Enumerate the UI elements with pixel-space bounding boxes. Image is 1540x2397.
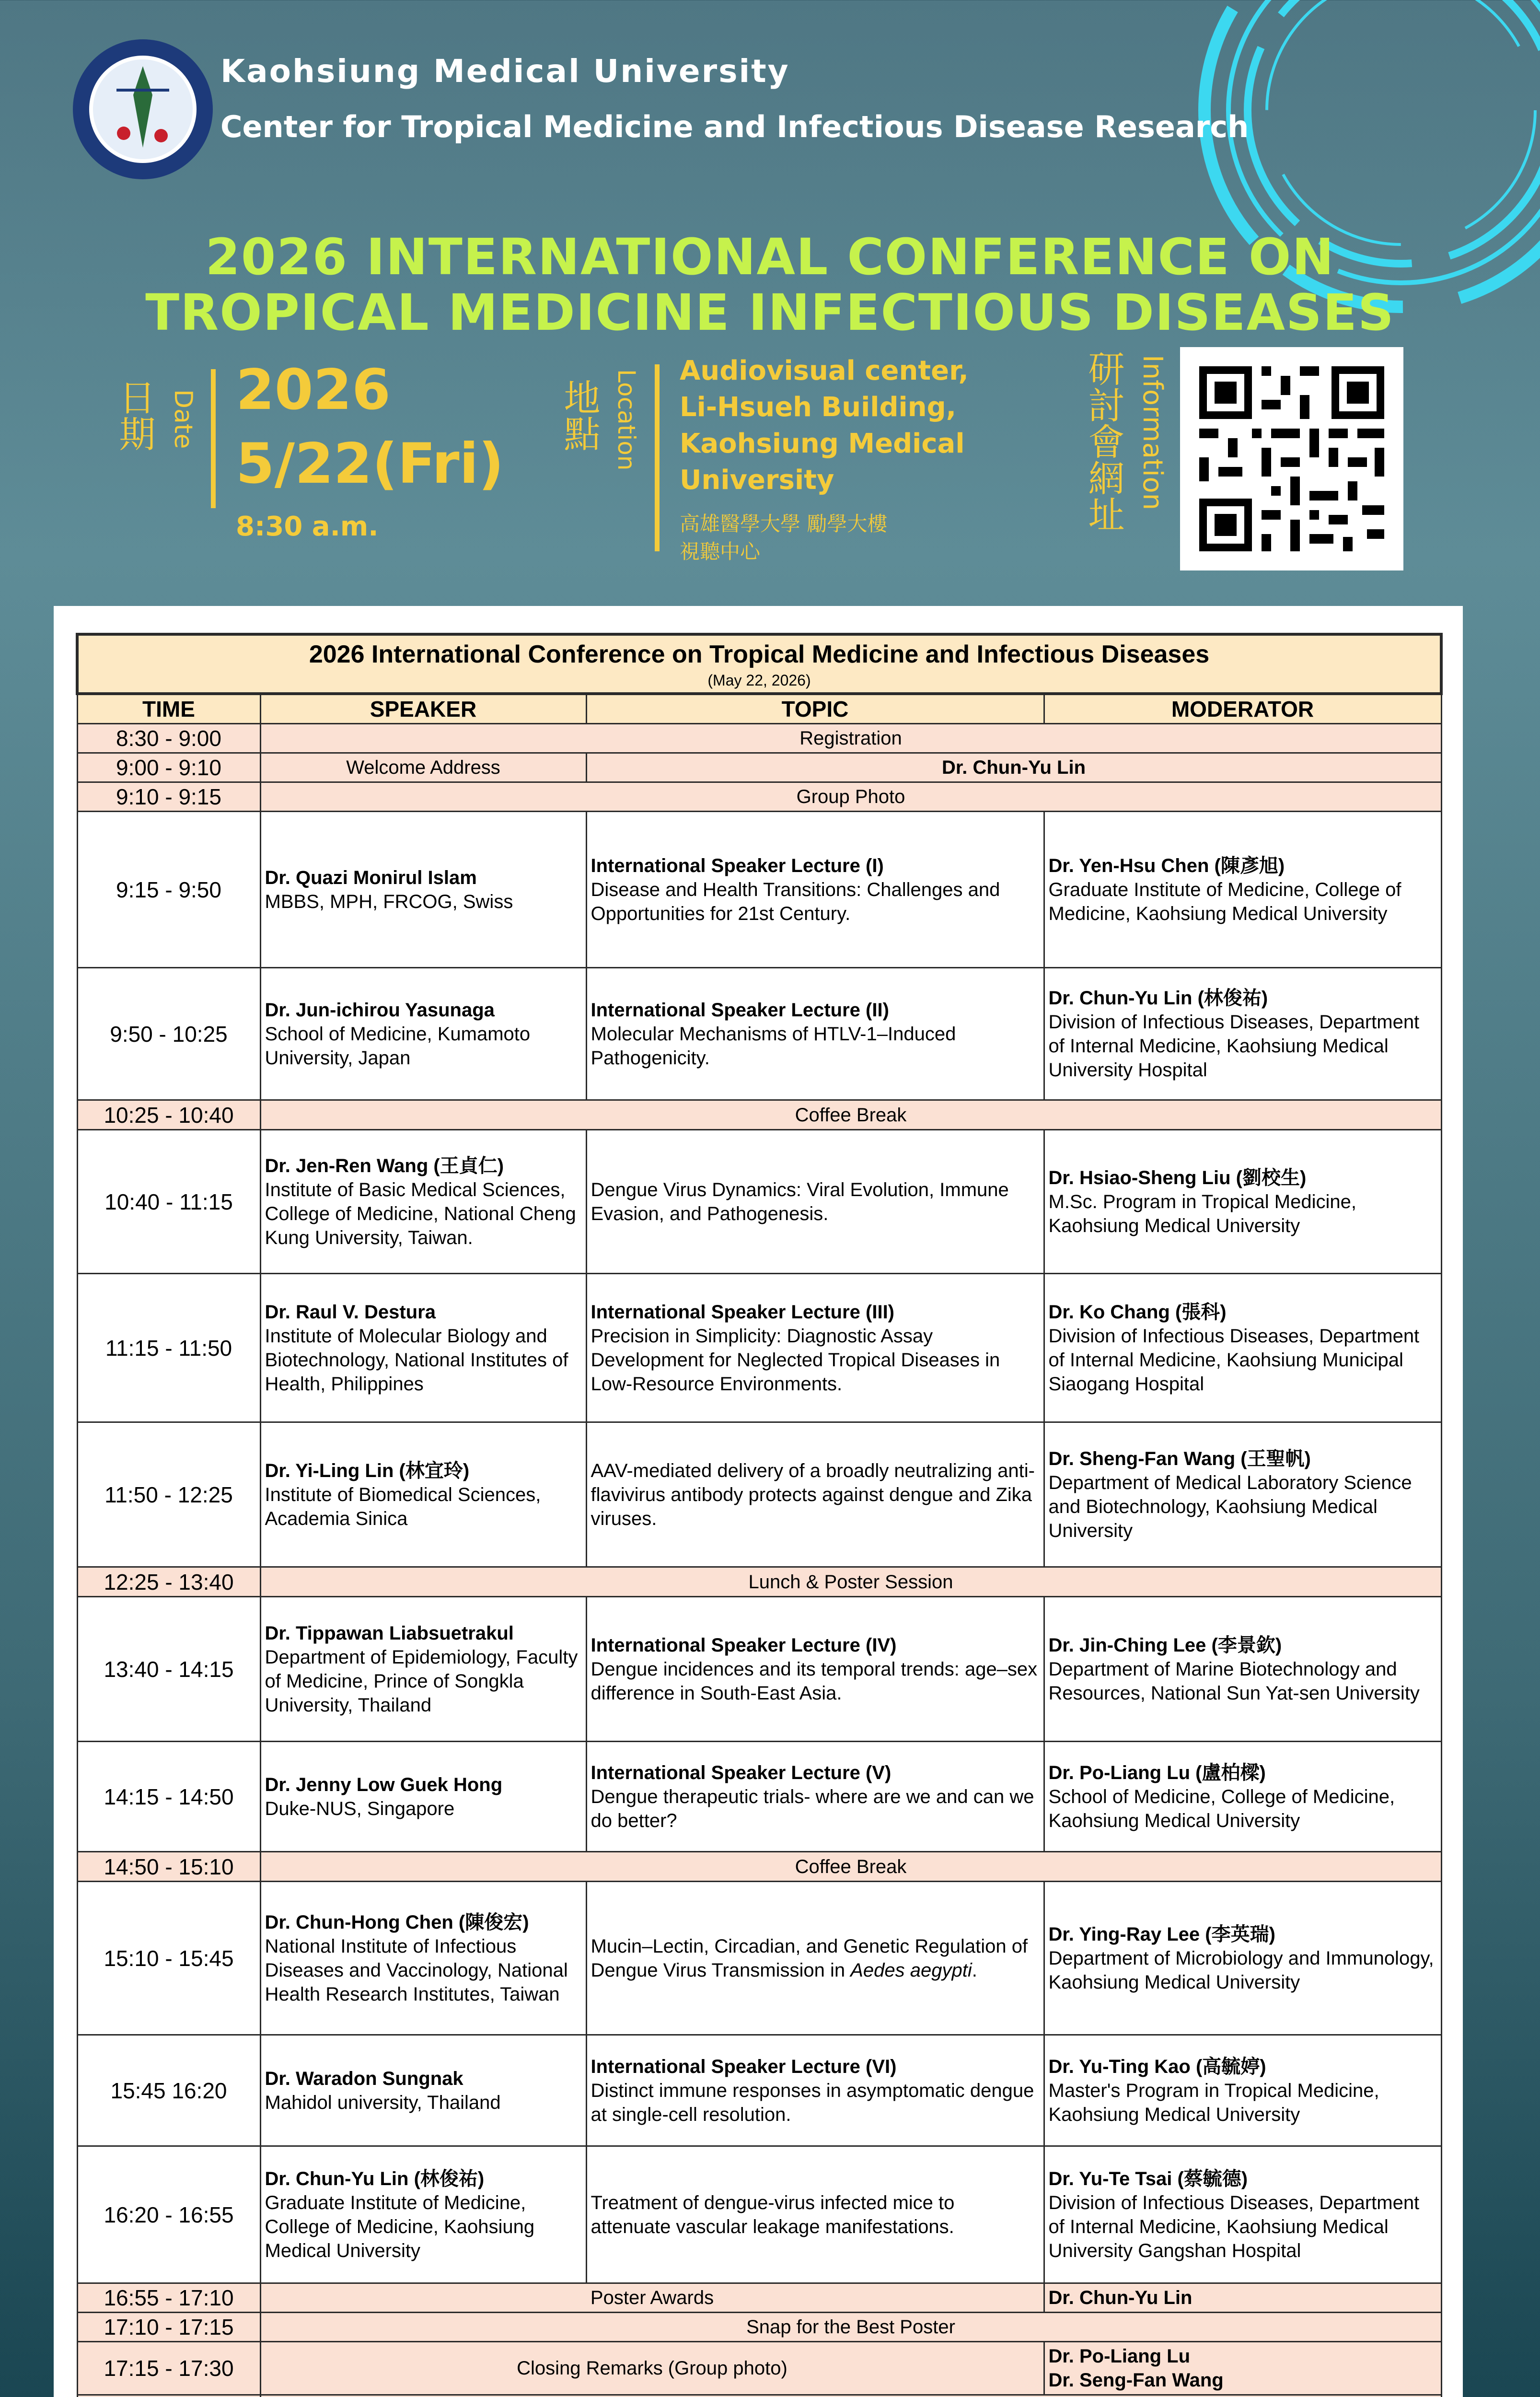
moderator-cell — [1044, 1882, 1441, 2035]
topic-text: Dengue incidences and its temporal trends: age–sex difference in South-East Asia. — [591, 1658, 1038, 1704]
time-cell: 17:15 - 17:30 — [77, 2342, 260, 2395]
speaker-cell — [260, 2035, 586, 2146]
moderator-affiliation: Division of Infectious Diseases, Department of Internal Medicine, Kaohsiung Medical University Gangshan Hospital — [1048, 2192, 1420, 2261]
table-row — [77, 1567, 1441, 1597]
speaker-name: Dr. Tippawan Liabsuetrakul — [265, 1622, 514, 1644]
moderator-cell — [1044, 968, 1441, 1100]
location-label-zh: 地點 — [558, 379, 601, 452]
location-address — [680, 353, 1025, 499]
moderator-cell: Dr. Chun-Yu Lin — [1044, 2283, 1441, 2313]
topic-italic: Aedes aegypti — [850, 1959, 972, 1981]
topic-heading: International Speaker Lecture (III) — [591, 1301, 894, 1323]
topic-cell — [586, 1882, 1044, 2035]
time-cell: 11:15 - 11:50 — [77, 1274, 260, 1422]
moderator-affiliation: M.Sc. Program in Tropical Medicine, Kaohsiung Medical University — [1048, 1191, 1356, 1236]
speaker-name: Dr. Chun-Yu Lin (林俊祐) — [265, 2168, 485, 2189]
speaker-cell — [260, 1742, 586, 1852]
time-cell: 12:25 - 13:40 — [77, 1567, 260, 1597]
topic-text: Disease and Health Transitions: Challenges and Opportunities for 21st Century. — [591, 879, 1000, 924]
moderator-cell — [1044, 812, 1441, 968]
moderator-name: Dr. Po-Liang Lu — [1048, 2346, 1191, 2367]
time-cell: 8:30 - 9:00 — [77, 724, 260, 753]
time-cell: 9:00 - 9:10 — [77, 753, 260, 782]
speaker-name: Dr. Waradon Sungnak — [265, 2068, 463, 2089]
speaker-cell — [260, 812, 586, 968]
schedule-table — [76, 633, 1443, 2397]
topic-text: AAV-mediated delivery of a broadly neutralizing anti-flavivirus antibody protects against dengue and Zika viruses. — [591, 1460, 1035, 1529]
topic-cell — [586, 1597, 1044, 1742]
session-cell: Poster Awards — [260, 2283, 1044, 2313]
session-cell — [260, 2395, 1441, 2397]
speaker-affiliation: National Institute of Infectious Diseases and Vaccinology, National Health Research Institutes, Taiwan — [265, 1935, 568, 2005]
location-address-zh — [680, 510, 948, 566]
schedule-subtitle: (May 22, 2026) — [707, 672, 811, 689]
table-header-row — [77, 694, 1441, 724]
topic-end: . — [972, 1959, 977, 1981]
speaker-cell — [260, 1882, 586, 2035]
topic-cell — [586, 1274, 1044, 1422]
speaker-cell — [260, 1274, 586, 1422]
date-label-en: Date — [169, 389, 197, 449]
moderator-cell — [1044, 2342, 1441, 2395]
time-cell: 9:10 - 9:15 — [77, 782, 260, 812]
speaker-name: Dr. Raul V. Destura — [265, 1301, 436, 1323]
speaker-cell — [260, 2146, 586, 2283]
location-zh-line: 視聽中心 — [680, 540, 761, 563]
speaker-name: Dr. Jenny Low Guek Hong — [265, 1774, 503, 1795]
speaker-cell — [260, 1597, 586, 1742]
topic-text: Treatment of dengue-virus infected mice to attenuate vascular leakage manifestations. — [591, 2192, 955, 2237]
topic-cell — [586, 1130, 1044, 1274]
moderator-cell — [1044, 2146, 1441, 2283]
table-row — [77, 2342, 1441, 2395]
topic-cell — [586, 812, 1044, 968]
topic-text: Mucin–Lectin, Circadian, and Genetic Regulation of Dengue Virus Transmission in — [591, 1935, 1028, 1981]
speaker-name: Dr. Jun-ichirou Yasunaga — [265, 999, 495, 1021]
session-cell: Coffee Break — [260, 1100, 1441, 1130]
topic-heading: International Speaker Lecture (VI) — [591, 2056, 897, 2077]
table-row — [77, 968, 1441, 1100]
date-label-zh: 日期 — [113, 379, 156, 452]
table-row — [77, 724, 1441, 753]
speaker-cell — [260, 968, 586, 1100]
speaker-cell — [260, 1422, 586, 1567]
time-cell: 14:50 - 15:10 — [77, 1852, 260, 1882]
session-cell: Group Photo — [260, 782, 1441, 812]
university-name: Kaohsiung Medical University — [220, 53, 790, 90]
table-row — [77, 2283, 1441, 2313]
moderator-name: Dr. Yu-Te Tsai (蔡毓德) — [1048, 2168, 1248, 2189]
divider — [655, 364, 660, 551]
speaker-cell: Welcome Address — [260, 753, 586, 782]
time-cell: 14:15 - 14:50 — [77, 1742, 260, 1852]
location-line: University — [680, 465, 834, 496]
column-header-topic: TOPIC — [586, 694, 1044, 724]
topic-text: Molecular Mechanisms of HTLV-1–Induced Pathogenicity. — [591, 1023, 956, 1069]
time-cell: 16:20 - 16:55 — [77, 2146, 260, 2283]
moderator-cell: Dr. Chun-Yu Lin — [586, 753, 1441, 782]
table-row — [77, 1422, 1441, 1567]
table-row — [77, 2035, 1441, 2146]
time-cell: 13:40 - 14:15 — [77, 1597, 260, 1742]
schedule-title: 2026 International Conference on Tropical Medicine and Infectious Diseases — [309, 640, 1210, 668]
time-cell: 9:50 - 10:25 — [77, 968, 260, 1100]
topic-cell — [586, 2146, 1044, 2283]
moderator-affiliation: Master's Program in Tropical Medicine, Kaohsiung Medical University — [1048, 2080, 1379, 2125]
column-header-speaker: SPEAKER — [260, 694, 586, 724]
topic-heading: International Speaker Lecture (IV) — [591, 1634, 897, 1656]
date-time: 8:30 a.m. — [236, 511, 379, 542]
moderator-cell — [1044, 1130, 1441, 1274]
moderator-cell — [1044, 2035, 1441, 2146]
moderator-cell — [1044, 1422, 1441, 1567]
moderator-name: Dr. Ying-Ray Lee (李英瑞) — [1048, 1923, 1275, 1945]
time-cell: 15:10 - 15:45 — [77, 1882, 260, 2035]
moderator-name: Dr. Jin-Ching Lee (李景欽) — [1048, 1634, 1282, 1656]
time-cell: 9:15 - 9:50 — [77, 812, 260, 968]
schedule-title-cell — [77, 634, 1441, 694]
date-day: 5/22(Fri) — [236, 431, 504, 496]
divider — [211, 369, 216, 508]
speaker-affiliation: Department of Epidemiology, Faculty of Medicine, Prince of Songkla University, Thailand — [265, 1646, 578, 1716]
session-cell: Closing Remarks (Group photo) — [260, 2342, 1044, 2395]
moderator-affiliation: Department of Medical Laboratory Science and Biotechnology, Kaohsiung Medical University — [1048, 1472, 1412, 1541]
table-row — [77, 1274, 1441, 1422]
table-row — [77, 2313, 1441, 2342]
table-row — [77, 812, 1441, 968]
column-header-time: TIME — [77, 694, 260, 724]
table-row — [77, 1882, 1441, 2035]
conference-title — [0, 229, 1540, 340]
moderator-affiliation: Department of Marine Biotechnology and Resources, National Sun Yat-sen University — [1048, 1658, 1420, 1704]
moderator-name: Dr. Hsiao-Sheng Liu (劉校生) — [1048, 1167, 1307, 1188]
table-row — [77, 782, 1441, 812]
moderator-name: Dr. Seng-Fan Wang — [1048, 2370, 1224, 2391]
date-year: 2026 — [236, 358, 391, 422]
table-row — [77, 753, 1441, 782]
speaker-name: Dr. Quazi Monirul Islam — [265, 867, 477, 888]
information-label-zh: 研討會網址 — [1082, 350, 1125, 532]
time-cell: 16:55 - 17:10 — [77, 2283, 260, 2313]
time-cell — [77, 2395, 260, 2397]
speaker-affiliation: Mahidol university, Thailand — [265, 2092, 501, 2113]
moderator-name: Dr. Yu-Ting Kao (高毓婷) — [1048, 2056, 1266, 2077]
moderator-affiliation: Department of Microbiology and Immunology, Kaohsiung Medical University — [1048, 1947, 1434, 1993]
topic-text: Precision in Simplicity: Diagnostic Assay Development for Neglected Tropical Diseases in Low-Resource Environments. — [591, 1325, 1000, 1395]
table-row — [77, 1852, 1441, 1882]
table-row — [77, 1597, 1441, 1742]
table-row — [77, 2146, 1441, 2283]
session-cell: Coffee Break — [260, 1852, 1441, 1882]
university-seal-icon — [71, 37, 215, 181]
moderator-name: Dr. Sheng-Fan Wang (王聖帆) — [1048, 1448, 1311, 1469]
session-cell: Lunch & Poster Session — [260, 1567, 1441, 1597]
topic-heading: International Speaker Lecture (V) — [591, 1762, 892, 1783]
column-header-moderator: MODERATOR — [1044, 694, 1441, 724]
topic-text: Distinct immune responses in asymptomatic dengue at single-cell resolution. — [591, 2080, 1034, 2125]
table-row — [77, 1100, 1441, 1130]
topic-text: Dengue Virus Dynamics: Viral Evolution, Immune Evasion, and Pathogenesis. — [591, 1179, 1009, 1224]
location-zh-line: 高雄醫學大學 勵學大樓 — [680, 512, 888, 535]
speaker-affiliation: School of Medicine, Kumamoto University, Japan — [265, 1023, 531, 1069]
time-cell: 10:25 - 10:40 — [77, 1100, 260, 1130]
speaker-name: Dr. Yi-Ling Lin (林宜玲) — [265, 1460, 470, 1481]
topic-cell — [586, 968, 1044, 1100]
table-row — [77, 2395, 1441, 2397]
conference-title-line-1: 2026 INTERNATIONAL CONFERENCE ON — [205, 228, 1335, 286]
speaker-affiliation: Institute of Molecular Biology and Biotechnology, National Institutes of Health, Philippines — [265, 1325, 568, 1395]
table-row — [77, 1130, 1441, 1274]
location-line: Audiovisual center, — [680, 355, 969, 386]
topic-cell — [586, 1742, 1044, 1852]
schedule-title-row — [77, 634, 1441, 694]
moderator-affiliation: Division of Infectious Diseases, Department of Internal Medicine, Kaohsiung Municipal Siaogang Hospital — [1048, 1325, 1420, 1395]
time-cell: 11:50 - 12:25 — [77, 1422, 260, 1567]
moderator-name: Dr. Chun-Yu Lin (林俊祐) — [1048, 987, 1268, 1009]
session-cell: Registration — [260, 724, 1441, 753]
speaker-affiliation: Duke-NUS, Singapore — [265, 1798, 455, 1819]
speaker-cell — [260, 1130, 586, 1274]
speaker-affiliation: Graduate Institute of Medicine, College of Medicine, Kaohsiung Medical University — [265, 2192, 535, 2261]
speaker-name: Dr. Jen-Ren Wang (王貞仁) — [265, 1155, 504, 1176]
time-cell: 10:40 - 11:15 — [77, 1130, 260, 1274]
qr-code-icon[interactable] — [1180, 347, 1403, 570]
time-cell: 15:45 16:20 — [77, 2035, 260, 2146]
table-row — [77, 1742, 1441, 1852]
conference-title-line-2: TROPICAL MEDICINE INFECTIOUS DISEASES — [145, 283, 1395, 342]
moderator-name: Dr. Ko Chang (張科) — [1048, 1301, 1227, 1323]
session-cell: Snap for the Best Poster — [260, 2313, 1441, 2342]
moderator-cell — [1044, 1274, 1441, 1422]
speaker-name: Dr. Chun-Hong Chen (陳俊宏) — [265, 1911, 529, 1933]
moderator-name: Dr. Yen-Hsu Chen (陳彥旭) — [1048, 855, 1285, 876]
moderator-cell — [1044, 1597, 1441, 1742]
moderator-affiliation: Division of Infectious Diseases, Department of Internal Medicine, Kaohsiung Medical University Hospital — [1048, 1011, 1420, 1081]
moderator-affiliation: School of Medicine, College of Medicine, Kaohsiung Medical University — [1048, 1786, 1395, 1831]
moderator-affiliation: Graduate Institute of Medicine, College of Medicine, Kaohsiung Medical University — [1048, 879, 1401, 924]
center-name: Center for Tropical Medicine and Infectious Disease Research — [220, 109, 1249, 144]
time-cell: 17:10 - 17:15 — [77, 2313, 260, 2342]
location-line: Kaohsiung Medical — [680, 428, 965, 459]
topic-heading: International Speaker Lecture (I) — [591, 855, 884, 876]
information-label-en: Information — [1137, 355, 1168, 511]
location-line: Li-Hsueh Building, — [680, 392, 956, 423]
topic-cell — [586, 2035, 1044, 2146]
speaker-affiliation: Institute of Basic Medical Sciences, College of Medicine, National Cheng Kung University, Taiwan. — [265, 1179, 576, 1248]
topic-heading: International Speaker Lecture (II) — [591, 999, 889, 1021]
location-label-en: Location — [613, 369, 640, 471]
moderator-cell — [1044, 1742, 1441, 1852]
moderator-name: Dr. Po-Liang Lu (盧柏樑) — [1048, 1762, 1266, 1783]
speaker-affiliation: Institute of Biomedical Sciences, Academia Sinica — [265, 1484, 541, 1529]
speaker-affiliation: MBBS, MPH, FRCOG, Swiss — [265, 891, 513, 912]
topic-cell — [586, 1422, 1044, 1567]
topic-text: Dengue therapeutic trials- where are we and can we do better? — [591, 1786, 1034, 1831]
